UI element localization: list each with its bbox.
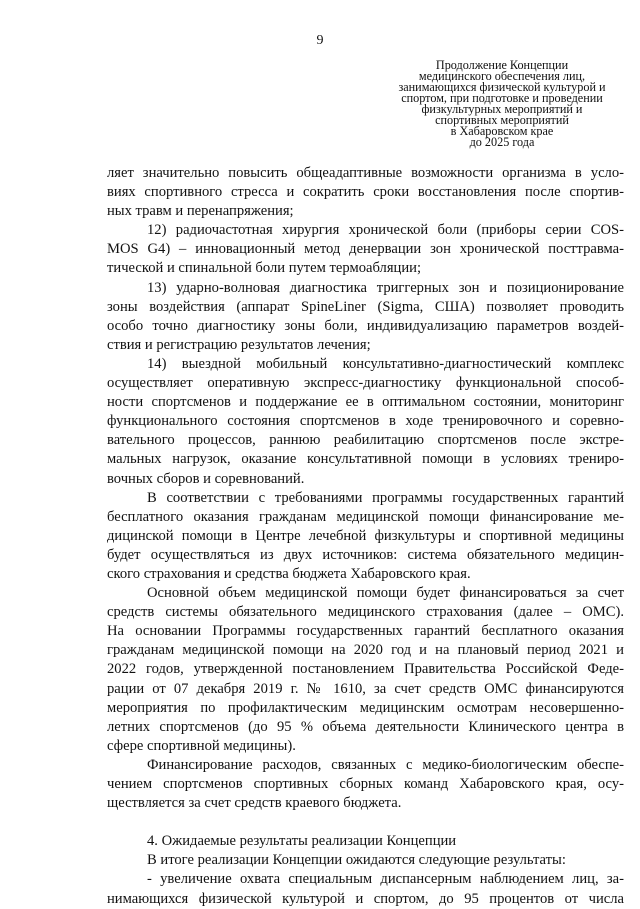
text-line: функционального состояния спортсменов в ходе тренировочного и соревно- xyxy=(107,413,624,430)
text-line: бесплатного оказания гражданам медицинской помощи финансирование ме- xyxy=(107,508,624,525)
text-line: ского страхования и средства бюджета Хабаровского края. xyxy=(107,565,471,582)
text-line: чением спортсменов спортивных сборных команд Хабаровского края, осу- xyxy=(107,776,624,792)
text-line: 14) выездной мобильный консультативно-диагностический комплекс xyxy=(147,355,624,372)
text-line: дицинской помощи в Центре лечебной физкультуры и спортивной медицины xyxy=(107,527,624,544)
header-line: занимающихся физической культурой и xyxy=(398,80,606,94)
paragraph-financing-sources xyxy=(107,489,624,584)
paragraph-item-14 xyxy=(107,355,624,489)
page-number: 9 xyxy=(316,33,324,48)
text-line: В итоге реализации Концепции ожидаются следующие результаты: xyxy=(147,852,566,869)
text-line: осуществляет оперативную экспресс-диагностику функциональной способ- xyxy=(107,375,624,392)
text-line: гражданам медицинской помощи на 2020 год и на плановый период 2021 и xyxy=(107,642,624,659)
text-line: - увеличение охвата специальным диспансерным наблюдением лиц, за- xyxy=(147,871,624,888)
text-line: MOS G4) – инновационный метод денервации зон хронической посттравма- xyxy=(107,241,624,258)
text-line: Основной объем медицинской помощи будет финансироваться за счет xyxy=(147,585,624,602)
section-heading: 4. Ожидаемые результаты реализации Концепции xyxy=(147,833,457,850)
text-line: 13) ударно-волновая диагностика триггерных зон и позиционирование xyxy=(147,279,624,296)
paragraph-item-12 xyxy=(107,221,624,278)
header-line: Продолжение Концепции xyxy=(435,58,569,72)
section-spacer xyxy=(107,813,624,832)
concept-continuation-header xyxy=(382,60,622,148)
text-line: зоны воздействия (аппарат SpineLiner (Sigma, США) позволяет проводить xyxy=(107,298,624,315)
text-line: 12) радиочастотная хирургия хронической боли (приборы серии COS- xyxy=(147,222,624,239)
text-line: будет осуществляться из двух источников: система обязательного медицин- xyxy=(107,546,624,563)
document-body xyxy=(107,164,624,909)
paragraph-regional-budget xyxy=(107,756,624,813)
text-line: мероприятия по профилактическим медицинским осмотрам несовершенно- xyxy=(107,699,624,716)
text-line: виях спортивного стресса и сократить сроки восстановления после спортив- xyxy=(107,184,624,201)
text-line: В соответствии с требованиями программы государственных гарантий xyxy=(147,489,624,506)
paragraph-expected-results-intro xyxy=(107,851,624,870)
text-line: особо точно диагностику зоны боли, индивидуализацию параметров воздей- xyxy=(107,317,624,334)
text-line: летних спортсменов (до 95 % объема деятельности Клинического центра в xyxy=(107,718,624,735)
header-line: до 2025 года xyxy=(469,135,535,149)
text-line: ности спортсменов и поддержание ее в оптимальном состоянии, мониторинг xyxy=(107,394,624,411)
text-line: ствия и регистрацию результатов лечения; xyxy=(107,336,371,353)
header-line: физкультурных мероприятий и xyxy=(421,102,583,116)
text-line: тической и спинальной боли путем термоабляции; xyxy=(107,260,422,277)
text-line: вательного процессов, раннюю реабилитацию спортсменов после экстре- xyxy=(107,432,624,449)
header-line: спортивных мероприятий xyxy=(435,113,569,127)
text-line: мальных нагрузок, оказание консультативной помощи в условиях трениро- xyxy=(107,451,624,468)
header-line: медицинского обеспечения лиц, xyxy=(418,69,586,83)
text-line: ществляется за счет средств краевого бюджета. xyxy=(107,795,402,812)
header-line: в Хабаровском крае xyxy=(450,124,554,138)
text-line: средств системы обязательного медицинского страхования (далее – ОМС). xyxy=(107,604,624,621)
text-line: вочных сборов и соревнований. xyxy=(107,470,305,487)
text-line: рации от 07 декабря 2019 г. № 1610, за счет средств ОМС финансируются xyxy=(107,680,624,697)
text-line: нимающихся физической культурой и спортом, до 95 процентов от числа xyxy=(107,890,624,907)
text-line: На основании Программы государственных гарантий бесплатного оказания xyxy=(107,623,624,640)
paragraph-item-13 xyxy=(107,279,624,355)
header-line: спортом, при подготовке и проведении xyxy=(401,91,603,105)
paragraph-oms-financing xyxy=(107,584,624,756)
text-line: Финансирование расходов, связанных с медико-биологическим обеспе- xyxy=(147,756,624,773)
text-line: 2022 годов, утвержденной постановлением Правительства Российской Феде- xyxy=(107,661,624,678)
text-line: ных травм и перенапряжения; xyxy=(107,203,294,220)
text-line: ляет значительно повысить общеадаптивные возможности организма в усло- xyxy=(107,165,624,181)
paragraph-result-item xyxy=(107,870,624,908)
paragraph-continuation xyxy=(107,164,624,221)
text-line: сфере спортивной медицины). xyxy=(107,737,296,754)
